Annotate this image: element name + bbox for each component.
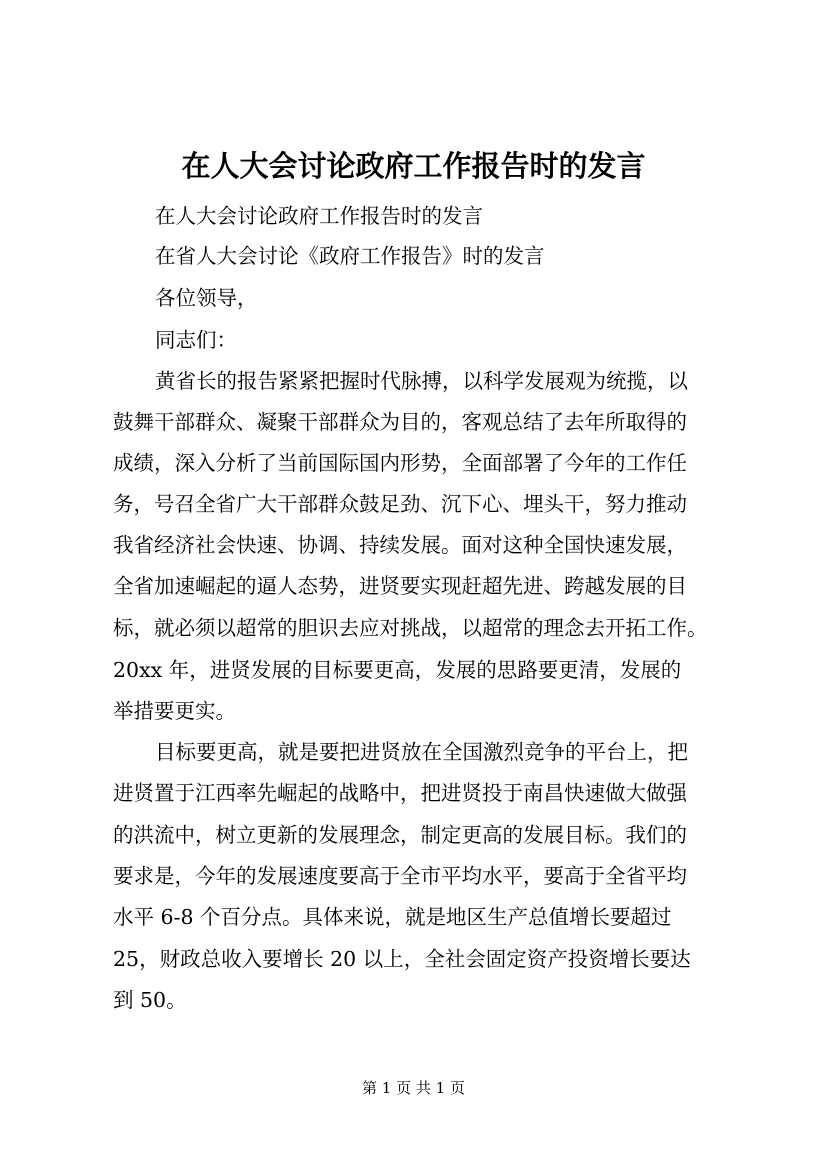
paragraph-line: 要求是，今年的发展速度要高于全市平均水平，要高于全省平均 — [113, 864, 687, 888]
paragraph-line: 标，就必须以超常的胆识去应对挑战，以超常的理念去开拓工作。 — [113, 616, 708, 640]
paragraph-line: 进贤置于江西率先崛起的战略中，把进贤投于南昌快速做大做强 — [113, 781, 687, 805]
subtitle-line: 在省人大会讨论《政府工作报告》时的发言 — [155, 244, 545, 268]
paragraph-line: 20xx 年，进贤发展的目标要更高，发展的思路要更清，发展的 — [113, 658, 682, 682]
paragraph-line: 务，号召全省广大干部群众鼓足劲、沉下心、埋头干，努力推动 — [113, 492, 687, 516]
page-footer: 第 1 页 共 1 页 — [362, 1079, 465, 1097]
paragraph-line: 黄省长的报告紧紧把握时代脉搏，以科学发展观为统揽，以 — [155, 369, 688, 393]
paragraph-line: 的洪流中，树立更新的发展理念，制定更高的发展目标。我们的 — [113, 823, 687, 847]
salutation-line: 同志们： — [155, 328, 237, 352]
paragraph-line: 到 50。 — [113, 988, 187, 1012]
paragraph-line: 25，财政总收入要增长 20 以上，全社会固定资产投资增长要达 — [113, 947, 691, 971]
paragraph-line: 鼓舞干部群众、凝聚干部群众为目的，客观总结了去年所取得的 — [113, 410, 687, 434]
document-title: 在人大会讨论政府工作报告时的发言 — [181, 149, 646, 183]
paragraph-line: 目标要更高，就是要把进贤放在全国激烈竞争的平台上，把 — [155, 740, 688, 764]
paragraph-line: 成绩，深入分析了当前国际国内形势，全面部署了今年的工作任 — [113, 451, 687, 475]
paragraph-line: 我省经济社会快速、协调、持续发展。面对这种全国快速发展， — [113, 533, 687, 557]
subtitle-line: 在人大会讨论政府工作报告时的发言 — [155, 204, 483, 228]
paragraph-line: 水平 6-8 个百分点。具体来说，就是地区生产总值增长要超过 — [113, 905, 672, 929]
paragraph-line: 举措要更实。 — [113, 699, 236, 723]
paragraph-line: 全省加速崛起的逼人态势，进贤要实现赶超先进、跨越发展的目 — [113, 574, 687, 598]
salutation-line: 各位领导， — [155, 286, 258, 310]
